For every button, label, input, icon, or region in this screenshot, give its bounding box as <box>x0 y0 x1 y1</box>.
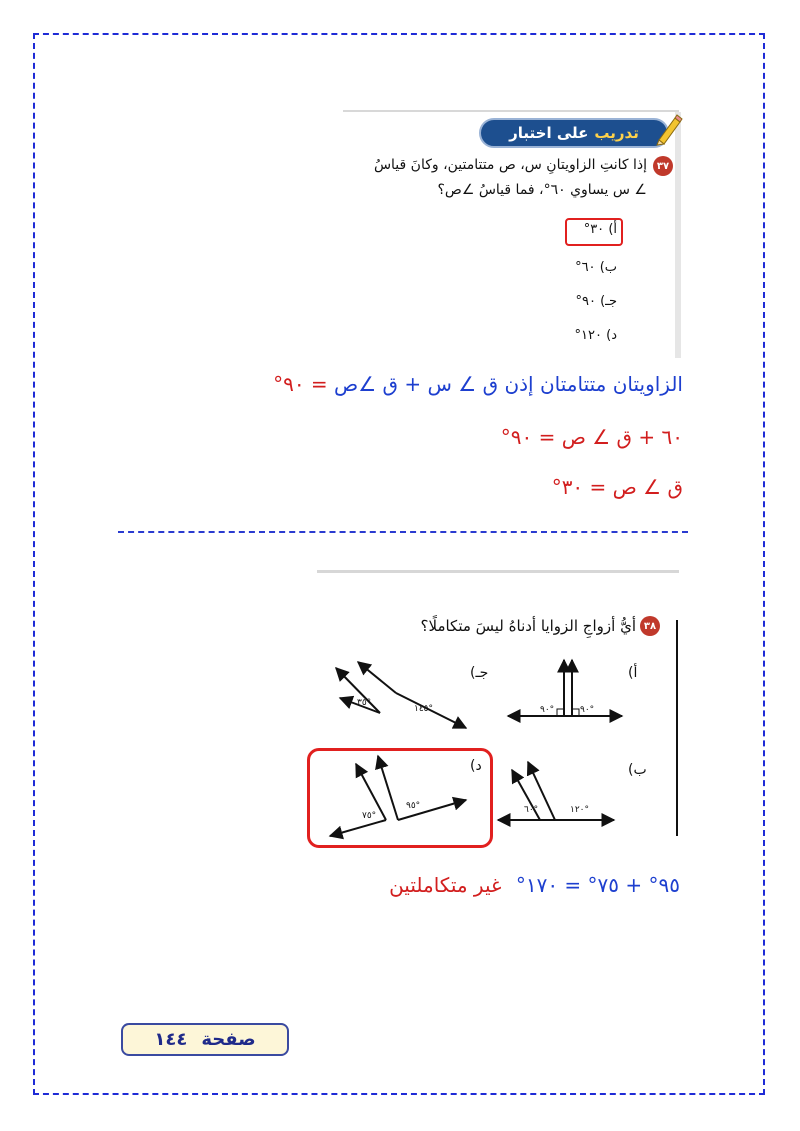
question-number-37: ٣٧ <box>653 156 673 176</box>
choice-b-label[interactable]: ب) <box>628 762 647 778</box>
option-b-letter: ب) <box>599 260 617 275</box>
angle-c-2: ١٤٥° <box>414 704 434 714</box>
choice-c-label[interactable]: جـ) <box>470 665 489 681</box>
question-37-line-2: ∠ س يساوي ٦٠°، فما قياسُ ∠ص؟ <box>437 182 647 198</box>
solution-37-statement: الزاويتان متتامتان إذن ق ∠ س + ق ∠ص <box>334 372 683 396</box>
answer-highlight-box <box>307 748 493 848</box>
option-d-value: ١٢٠° <box>574 328 602 343</box>
solution-37-line-2: ٦٠ + ق ∠ ص = ٩٠° <box>500 425 683 449</box>
pencil-icon <box>653 114 683 146</box>
option-c[interactable] <box>575 294 617 309</box>
option-c-letter: جـ) <box>600 294 617 309</box>
banner-word-2: على اختبار <box>509 124 589 142</box>
option-a-value: ٣٠° <box>583 222 605 237</box>
page-number-tag <box>121 1023 289 1056</box>
option-c-value: ٩٠° <box>575 294 596 309</box>
angle-d-2: ٩٥° <box>406 801 421 811</box>
angle-a-2: ٩٠° <box>580 705 595 715</box>
question-38-text: أيُّ أزواجِ الزوايا أدناهُ ليسَ متكاملًا؟ <box>420 617 636 635</box>
option-d[interactable] <box>575 328 617 343</box>
angle-d-1: ٧٥° <box>362 811 377 821</box>
solution-38 <box>389 873 680 897</box>
option-a-letter: أ) <box>608 222 617 237</box>
option-b[interactable] <box>575 260 617 275</box>
choice-d-label[interactable]: د) <box>470 758 482 774</box>
page-word: صفحة <box>201 1029 256 1050</box>
test-practice-banner <box>479 118 669 148</box>
angle-b-1: ٦٠° <box>524 805 539 815</box>
solution-38-verdict: غير متكاملتين <box>389 873 502 897</box>
angle-a-1: ٩٠° <box>540 705 555 715</box>
solution-37-line-3: ق ∠ ص = ٣٠° <box>551 475 683 499</box>
question-37-line-1: إذا كانتِ الزاويتانِ س، ص متتامتين، وكانَ قياسُ <box>373 157 647 173</box>
option-a[interactable] <box>584 222 617 237</box>
block-top-rule <box>317 570 679 573</box>
question-side-bar <box>676 620 678 836</box>
question-number-38: ٣٨ <box>640 616 660 636</box>
block-shadow <box>675 112 681 358</box>
page-number: ١٤٤ <box>154 1029 188 1050</box>
option-d-letter: د) <box>606 328 617 343</box>
choice-a-label[interactable]: أ) <box>628 665 638 681</box>
solution-37-line-1 <box>273 372 683 396</box>
option-b-value: ٦٠° <box>575 260 596 275</box>
quiz-block-37 <box>343 110 679 358</box>
banner-word-1: تدريب <box>594 124 639 142</box>
solution-37-sum: = ٩٠° <box>273 372 328 396</box>
angle-b-2: ١٢٠° <box>570 805 590 815</box>
section-separator <box>118 531 688 533</box>
solution-38-math: ٩٥° + ٧٥° = ١٧٠° <box>515 873 680 897</box>
angle-c-1: ٣٥° <box>357 698 372 708</box>
